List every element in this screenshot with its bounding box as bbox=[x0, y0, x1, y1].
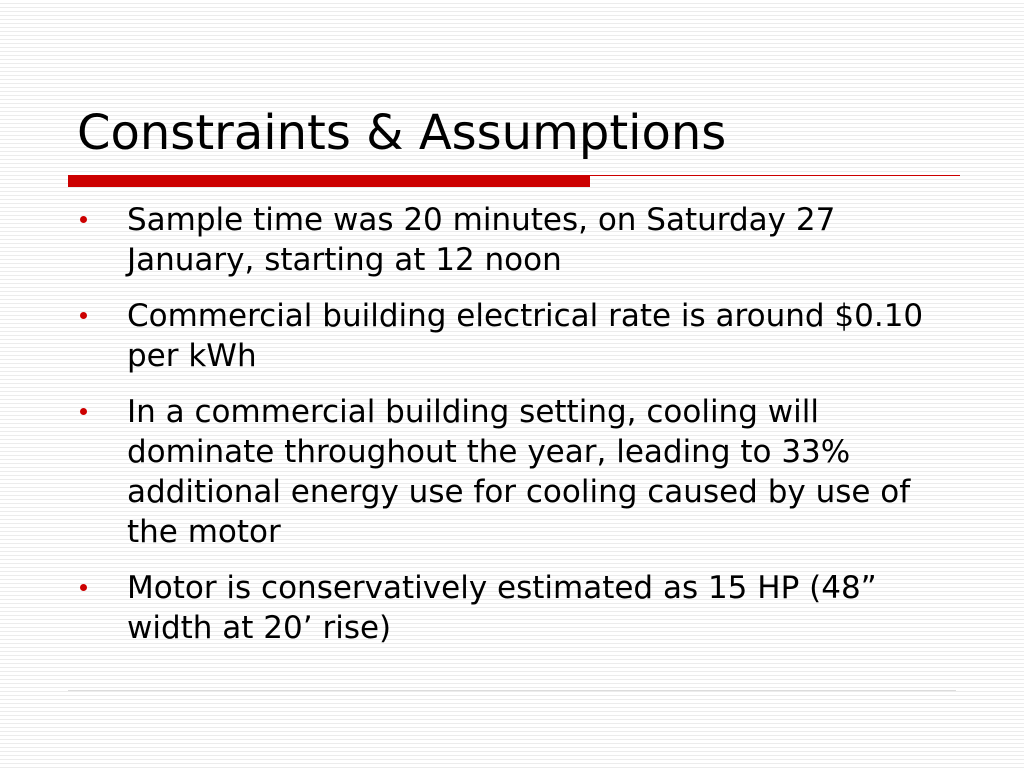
bullet-list bbox=[78, 200, 958, 664]
bullet-dot-icon bbox=[80, 584, 87, 591]
bullet-text: Sample time was 20 minutes, on Saturday 27 January, starting at 12 noon bbox=[127, 202, 836, 278]
bullet-dot-icon bbox=[80, 216, 87, 223]
bottom-divider bbox=[68, 690, 956, 691]
title-underline bbox=[68, 175, 960, 189]
bullet-dot-icon bbox=[80, 408, 87, 415]
title-underline-accent-bar bbox=[68, 175, 590, 187]
bullet-text: In a commercial building setting, cooling will dominate throughout the year, leading to 33% additional energy use for cooling caused by use of the motor bbox=[127, 394, 911, 550]
bullet-dot-icon bbox=[80, 312, 87, 319]
bullet-item bbox=[78, 392, 958, 552]
bullet-item bbox=[78, 200, 958, 280]
bullet-text: Commercial building electrical rate is around $0.10 per kWh bbox=[127, 298, 924, 374]
bullet-item bbox=[78, 296, 958, 376]
bullet-item bbox=[78, 568, 958, 648]
slide-title: Constraints & Assumptions bbox=[77, 105, 727, 161]
bullet-text: Motor is conservatively estimated as 15 HP (48” width at 20’ rise) bbox=[127, 570, 877, 646]
